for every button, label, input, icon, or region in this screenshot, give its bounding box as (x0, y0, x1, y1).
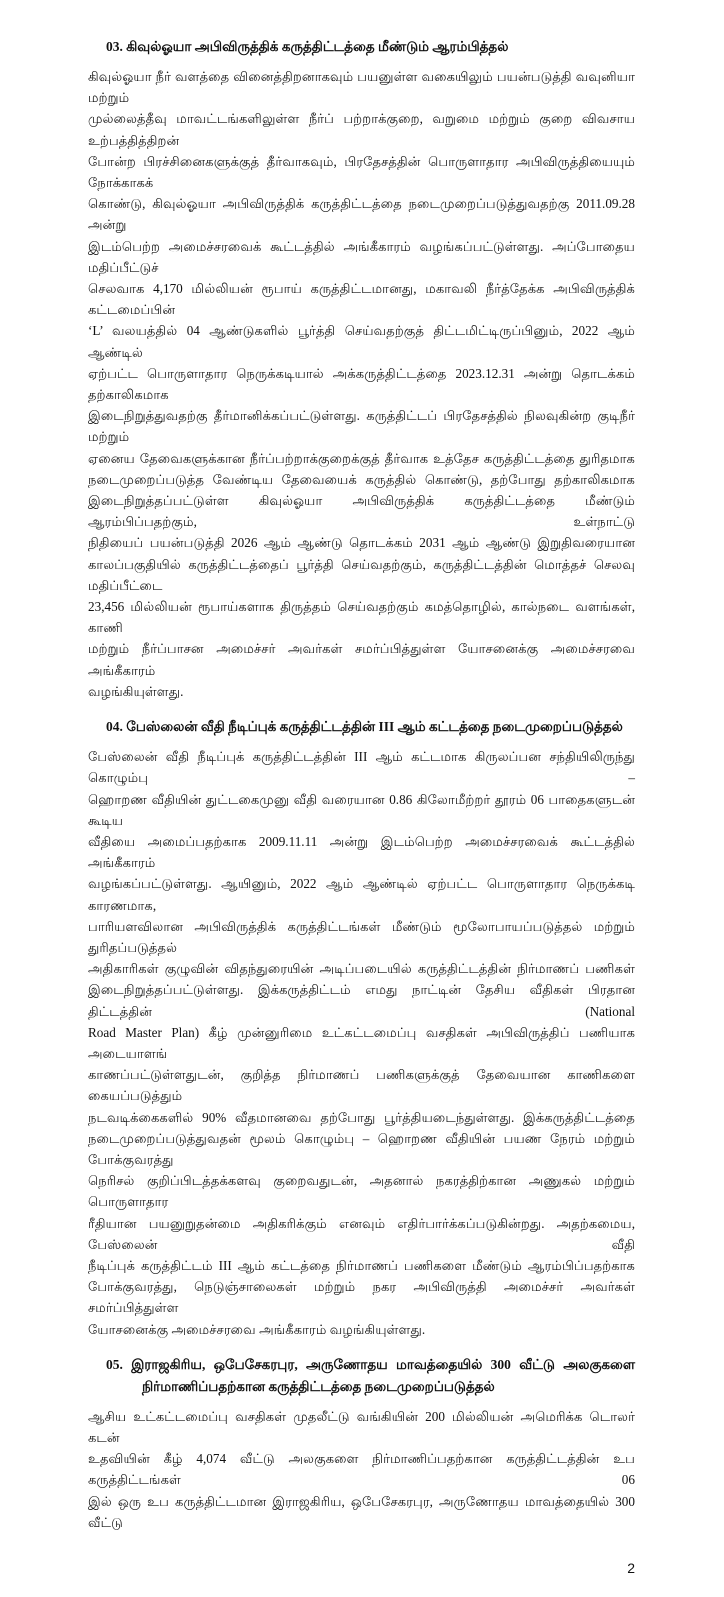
text-line: பாரியளவிலான அபிவிருத்திக் கருத்திட்டங்கள் மீண்டும் மூலோபாயப்படுத்தல் மற்றும் துரிதப்படுத்தல் (88, 918, 635, 955)
text-line: போன்ற பிரச்சினைகளுக்குத் தீர்வாகவும், பிரதேசத்தின் பொருளாதார அபிவிருத்தியையும் நோக்காகக் (88, 153, 635, 191)
text-line: கிவுல்ஓயா நீர் வளத்தை வினைத்திறனாகவும் பயனுள்ள வகையிலும் பயன்படுத்தி வவுனியா மற்றும் (88, 69, 635, 106)
text-line: நீடிப்புக் கருத்திட்டம் III ஆம் கட்டத்தை நிர்மாணப் பணிகளை மீண்டும் ஆரம்பிப்பதற்காக (88, 1257, 635, 1273)
section-paragraph (88, 66, 635, 702)
text-line: வழங்கப்பட்டுள்ளது. ஆயினும், 2022 ஆம் ஆண்டில் ஏற்பட்ட பொருளாதார நெருக்கடி காரணமாக, (88, 876, 635, 913)
section-paragraph (88, 746, 635, 1340)
text-line: பேஸ்லைன் வீதி நீடிப்புக் கருத்திட்டத்தின் III ஆம் கட்டமாக கிருலப்பன சந்தியிலிருந்து கொழும்பு – (88, 749, 635, 786)
text-line: மற்றும் நீர்ப்பாசன அமைச்சர் அவர்கள் சமர்ப்பித்துள்ள யோசனைக்கு அமைச்சரவை அங்கீகாரம் (88, 641, 635, 678)
text-line: அதிகாரிகள் குழுவின் விதந்துரையின் அடிப்படையில் கருத்திட்டத்தின் நிர்மாணப் பணிகள் (88, 961, 635, 977)
text-line: ரீதியான பயனுறுதன்மை அதிகரிக்கும் எனவும் எதிர்பார்க்கப்படுகின்றது. அதற்கமைய, பேஸ்லைன் வீதி (88, 1215, 635, 1252)
section-heading: 04. பேஸ்லைன் வீதி நீடிப்புக் கருத்திட்டத்தின் III ஆம் கட்டத்தை நடைமுறைப்படுத்தல் (106, 719, 623, 735)
text-line: ஆசிய உட்கட்டமைப்பு வசதிகள் முதலீட்டு வங்கியின் 200 மில்லியன் அமெரிக்க டொலர் கடன் (88, 1408, 635, 1445)
text-line: இடைநிறுத்துவதற்கு தீர்மானிக்கப்பட்டுள்ளது. கருத்திட்டப் பிரதேசத்தில் நிலவுகின்ற குடிநீர் மற்றும் (88, 408, 635, 445)
text-line: நடவடிக்கைகளில் 90% வீதமானவை தற்போது பூர்த்தியடைந்துள்ளது. இக்கருத்திட்டத்தை (88, 1109, 635, 1125)
text-line: இடம்பெற்ற அமைச்சரவைக் கூட்டத்தில் அங்கீகாரம் வழங்கப்பட்டுள்ளது. அப்போதைய மதிப்பீட்டுச் (88, 238, 635, 275)
section-heading (88, 1354, 635, 1398)
text-line: செலவாக 4,170 மில்லியன் ரூபாய் கருத்திட்டமானது, மகாவலி நீர்த்தேக்க அபிவிருத்திக் கட்டமைப்பின் (88, 281, 635, 318)
text-line: நடைமுறைப்படுத்த வேண்டிய தேவையைக் கருத்தில் கொண்டு, தற்போது தற்காலிகமாக (88, 471, 635, 487)
text-line: வீதியை அமைப்பதற்காக 2009.11.11 அன்று இடம்பெற்ற அமைச்சரவைக் கூட்டத்தில் அங்கீகாரம் (88, 833, 635, 871)
section-03 (88, 36, 635, 702)
text-line: இடைநிறுத்தப்பட்டுள்ள கிவுல்ஓயா அபிவிருத்திக் கருத்திட்டத்தை மீண்டும் ஆரம்பிப்பதற்கும், உள்நாட்டு (88, 493, 635, 530)
text-line: Road Master Plan) கீழ் முன்னுரிமை உட்கட்டமைப்பு வசதிகள் அபிவிருத்திப் பணியாக அடையாளங் (88, 1024, 635, 1061)
section-04 (88, 716, 635, 1340)
text-line: ஏற்பட்ட பொருளாதார நெருக்கடியால் அக்கருத்திட்டத்தை 2023.12.31 அன்று தொடக்கம் தற்காலிகமாக (88, 365, 635, 403)
text-line: காணப்பட்டுள்ளதுடன், குறித்த நிர்மாணப் பணிகளுக்குத் தேவையான காணிகளை கையப்படுத்தும் (88, 1067, 635, 1104)
text-line: 23,456 மில்லியன் ரூபாய்களாக திருத்தம் செய்வதற்கும் கமத்தொழில், கால்நடை வளங்கள், காணி (88, 599, 635, 636)
section-heading: 03. கிவுல்ஓயா அபிவிருத்திக் கருத்திட்டத்தை மீண்டும் ஆரம்பித்தல் (106, 39, 509, 54)
text-line: கொண்டு, கிவுல்ஓயா அபிவிருத்திக் கருத்திட்டத்தை நடைமுறைப்படுத்துவதற்கு 2011.09.28 அன்று (88, 196, 635, 233)
text-line: முல்லைத்தீவு மாவட்டங்களிலுள்ள நீர்ப் பற்றாக்குறை, வறுமை மற்றும் குறை விவசாய உற்பத்தித்திறன் (88, 111, 635, 148)
text-line: நெரிசல் குறிப்பிடத்தக்களவு குறைவதுடன், அதனால் நகரத்திற்கான அணுகல் மற்றும் பொருளாதார (88, 1173, 635, 1210)
text-line: ‘L’ வலயத்தில் 04 ஆண்டுகளில் பூர்த்தி செய்வதற்குத் திட்டமிட்டிருப்பினும், 2022 ஆம் ஆண்டில் (88, 323, 635, 360)
text-line: இல் ஒரு உப கருத்திட்டமான இராஜகிரிய, ஒபேசேகரபுர, அருணோதய மாவத்தையில் 300 வீட்டு (88, 1493, 635, 1530)
section-05 (88, 1354, 635, 1533)
heading-line: 05. இராஜகிரிய, ஒபேசேகரபுர, அருணோதய மாவத்தையில் 300 வீட்டு அலகுகளை (106, 1356, 635, 1372)
text-line: இடைநிறுத்தப்பட்டுள்ளது. இக்கருத்திட்டம் எமது நாட்டின் தேசிய வீதிகள் பிரதான திட்டத்தின் (National (88, 982, 635, 1019)
text-line: உதவியின் கீழ் 4,074 வீட்டு அலகுகளை நிர்மாணிப்பதற்கான கருத்திட்டத்தின் உப கருத்திட்டங்கள் 06 (88, 1451, 635, 1488)
section-paragraph (88, 1406, 635, 1533)
page-number: 2 (627, 1560, 635, 1576)
text-line: போக்குவரத்து, நெடுஞ்சாலைகள் மற்றும் நகர அபிவிருத்தி அமைச்சர் அவர்கள் சமர்ப்பித்துள்ள (88, 1279, 635, 1316)
text-line: ஹொறண வீதியின் துட்டகைமுனு வீதி வரையான 0.86 கிலோமீற்றர் தூரம் 06 பாதைகளுடன் கூடிய (88, 791, 635, 828)
text-line: நிதியைப் பயன்படுத்தி 2026 ஆம் ஆண்டு தொடக்கம் 2031 ஆம் ஆண்டு இறுதிவரையான (88, 535, 635, 551)
text-line: ஏனைய தேவைகளுக்கான நீர்ப்பற்றாக்குறைக்குத் தீர்வாக உத்தேச கருத்திட்டத்தை துரிதமாக (88, 450, 635, 466)
heading-line: நிர்மாணிப்பதற்கான கருத்திட்டத்தை நடைமுறைப்படுத்தல் (142, 1378, 495, 1394)
text-line: யோசனைக்கு அமைச்சரவை அங்கீகாரம் வழங்கியுள்ளது. (88, 1321, 426, 1337)
text-line: நடைமுறைப்படுத்துவதன் மூலம் கொழும்பு – ஹொறண வீதியின் பயண நேரம் மற்றும் போக்குவரத்து (88, 1130, 635, 1167)
text-line: வழங்கியுள்ளது. (88, 683, 184, 699)
text-line: காலப்பகுதியில் கருத்திட்டத்தைப் பூர்த்தி செய்வதற்கும், கருத்திட்டத்தின் மொத்தச் செலவு மதிப்பீட்டை (88, 556, 635, 593)
